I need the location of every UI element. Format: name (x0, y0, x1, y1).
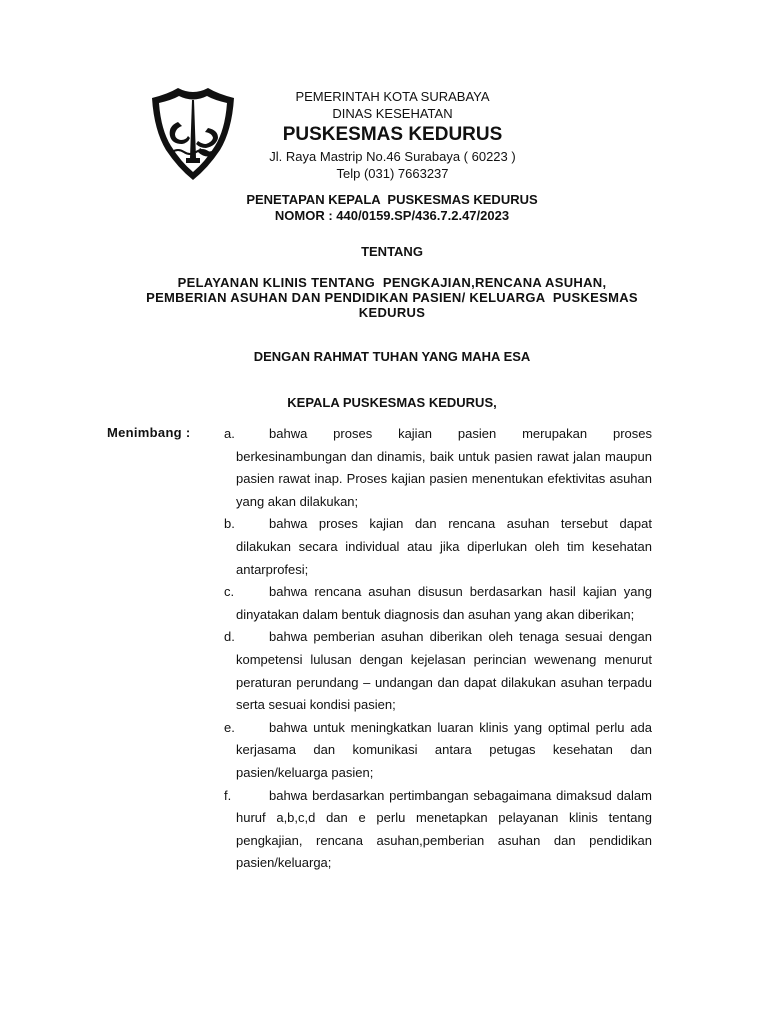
item-text: bahwa proses kajian pasien merupakan proses berkesinambungan dan dinamis, baik untuk pasien rawat jalan maupun pasien rawat inap. Proses kajian pasien menentukan efektivitas asuhan yang akan dilakukan; (236, 426, 652, 509)
consideration-item (224, 513, 652, 581)
decree-subject-line: PELAYANAN KLINIS TENTANG PENGKAJIAN,RENCANA ASUHAN, (177, 275, 607, 290)
item-marker: e. (224, 719, 235, 735)
consideration-item (224, 717, 652, 785)
authority-line: KEPALA PUSKESMAS KEDURUS, (287, 395, 497, 410)
decree-about: TENTANG (361, 244, 423, 259)
consideration-item (224, 423, 652, 513)
item-marker: a. (224, 426, 235, 441)
blessing-line: DENGAN RAHMAT TUHAN YANG MAHA ESA (253, 349, 531, 364)
item-text: bahwa untuk meningkatkan luaran klinis yang optimal perlu ada kerjasama dan komunikasi antara petugas kesehatan dan pasien/keluarga pasien; (236, 719, 652, 780)
surabaya-city-emblem-icon (148, 86, 238, 182)
item-text: bahwa pemberian asuhan diberikan oleh tenaga sesuai dengan kompetensi lulusan dengan kejelasan perincian wewenang menurut peraturan perundang – undangan dan dapat dilakukan asuhan terpadu serta sesuai kondisi pasien; (236, 629, 652, 713)
item-marker: f. (224, 787, 232, 803)
consideration-item (224, 785, 652, 875)
item-text: bahwa rencana asuhan disusun berdasarkan hasil kajian yang dinyatakan dalam bentuk diagnosis dan asuhan yang akan diberikan; (236, 584, 652, 622)
item-text: bahwa proses kajian dan rencana asuhan tersebut dapat dilakukan secara individual atau jika diperlukan oleh tim kesehatan antarprofesi; (236, 516, 652, 577)
decree-title: PENETAPAN KEPALA PUSKESMAS KEDURUS (246, 192, 538, 207)
organization-name: PUSKESMAS KEDURUS (282, 124, 503, 145)
phone: Telp (031) 7663237 (336, 166, 449, 181)
letterhead (250, 88, 535, 182)
decree-subject (100, 275, 684, 320)
decree-heading (100, 192, 684, 224)
item-marker: d. (224, 629, 235, 645)
item-marker: b. (224, 516, 235, 532)
item-marker: c. (224, 584, 235, 600)
department-name: DINAS KESEHATAN (332, 106, 453, 121)
considerations-list (224, 423, 652, 875)
decree-subject-line: PEMBERIAN ASUHAN DAN PENDIDIKAN PASIEN/ KELUARGA PUSKESMAS (146, 290, 638, 305)
consideration-item (224, 581, 652, 626)
decree-number: NOMOR : 440/0159.SP/436.7.2.47/2023 (274, 208, 510, 223)
considerations-label: Menimbang : (107, 425, 191, 440)
item-text: bahwa berdasarkan pertimbangan sebagaimana dimaksud dalam huruf a,b,c,d dan e perlu menetapkan pelayanan klinis tentang pengkajian, rencana asuhan,pemberian asuhan dan pendidikan pasien/keluarga; (236, 787, 652, 871)
decree-subject-line: KEDURUS (358, 305, 426, 320)
consideration-item (224, 626, 652, 716)
government-name: PEMERINTAH KOTA SURABAYA (295, 89, 490, 104)
address: Jl. Raya Mastrip No.46 Surabaya ( 60223 ) (269, 149, 516, 164)
